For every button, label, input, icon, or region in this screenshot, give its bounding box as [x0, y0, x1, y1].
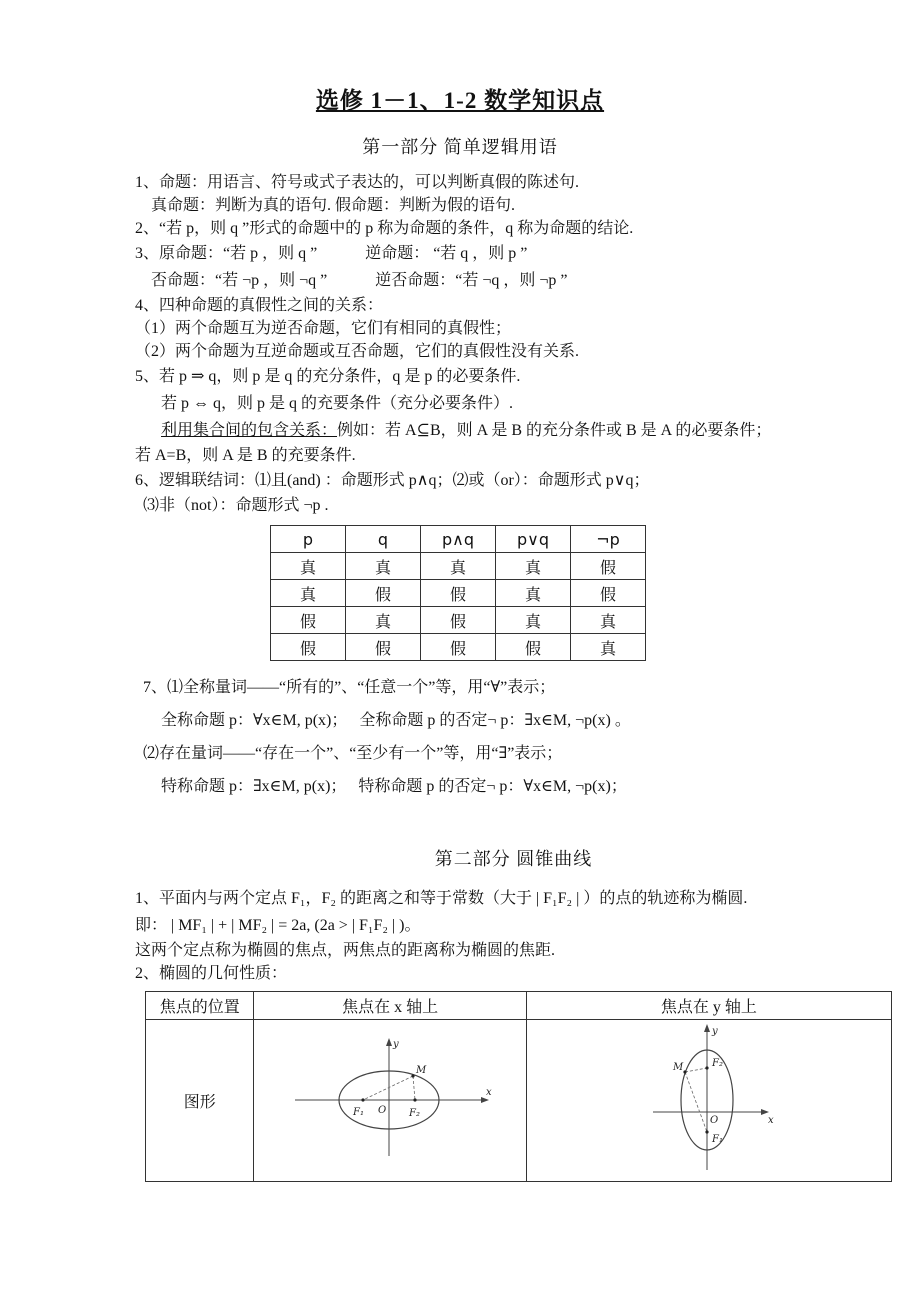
text-line: ⑵存在量词——“存在一个”、“至少有一个”等，用“∃”表示； — [143, 745, 563, 762]
section2-heading: 第二部分 圆锥曲线 — [434, 849, 593, 869]
truth-table-row — [271, 553, 646, 580]
page-title: 选修 1－1、1-2 数学知识点 — [315, 88, 605, 113]
m-point-label: M — [672, 1062, 684, 1073]
quantifier-section — [135, 671, 892, 803]
text-line: 5、若 p ⇒ q，则 p 是 q 的充分条件，q 是 p 的必要条件. — [135, 368, 521, 385]
text-line: 2、椭圆的几何性质： — [135, 965, 288, 982]
truth-table-header: p — [271, 526, 346, 553]
text-line: 1、平面内与两个定点 F₁，F₂ 的距离之和等于常数（大于 | F₁F₂ | ）的点的轨迹称为椭圆. — [135, 890, 748, 907]
truth-table-cell: 假 — [421, 580, 496, 607]
text-line: 3、原命题：“若 p ，则 q ” 逆命题： “若 q ，则 p ” — [135, 245, 528, 262]
truth-table-cell: 真 — [346, 607, 421, 634]
text-line: 若 p ⇔ q，则 p 是 q 的充要条件（充分必要条件）. — [161, 395, 514, 412]
f2-label: F₂ — [711, 1058, 723, 1069]
text-line: 真命题：判断为真的语句. 假命题：判断为假的语句. — [151, 197, 516, 214]
text-line: 否命题：“若 ¬p ，则 ¬q ” 逆否命题：“若 ¬q ，则 ¬p ” — [151, 272, 568, 289]
text-line: （1）两个命题互为逆否命题，它们有相同的真假性； — [135, 320, 512, 337]
document-body — [135, 171, 892, 1182]
truth-table-cell: 真 — [346, 553, 421, 580]
col-header-focus-y-axis: 焦点在 y 轴上 — [526, 992, 891, 1020]
truth-table-body — [271, 553, 646, 661]
underlined-phrase: 利用集合间的包含关系： — [161, 422, 338, 439]
truth-table-cell: 假 — [571, 553, 646, 580]
col-header-focus-position: 焦点的位置 — [146, 992, 254, 1020]
x-axis-label: x — [485, 1087, 492, 1098]
truth-table-cell: 真 — [496, 580, 571, 607]
truth-table-cell: 假 — [421, 634, 496, 661]
col-header-focus-x-axis: 焦点在 x 轴上 — [254, 992, 526, 1020]
text-line: 即： | MF₁ | + | MF₂ | = 2a, (2a > | F₁F₂ | )。 — [135, 917, 421, 934]
m-point-label: M — [415, 1065, 426, 1076]
y-axis-label: y — [711, 1026, 718, 1037]
text-line: 这两个定点称为椭圆的焦点，两焦点的距离称为椭圆的焦距. — [135, 942, 556, 959]
truth-table-header: ¬p — [571, 526, 646, 553]
text-line: 7、⑴全称量词——“所有的”、“任意一个”等，用“∀”表示； — [143, 679, 556, 696]
truth-table-cell: 假 — [496, 634, 571, 661]
text-line: 4、四种命题的真假性之间的关系： — [135, 297, 384, 314]
truth-table — [270, 525, 646, 661]
y-axis-arrow-icon — [704, 1024, 710, 1032]
truth-table-cell: 真 — [496, 553, 571, 580]
truth-table-header: p∨q — [496, 526, 571, 553]
figure-row — [146, 1020, 892, 1182]
text-line: 全称命题 p：∀x∈M, p(x)； 全称命题 p 的否定¬ p：∃x∈M, ¬p(x) 。 — [161, 712, 631, 729]
truth-table-cell: 真 — [496, 607, 571, 634]
truth-table-row — [271, 580, 646, 607]
ellipse-properties-table — [145, 991, 892, 1182]
x-axis-label: x — [767, 1115, 774, 1126]
text-line: 2、“若 p，则 q ”形式的命题中的 p 称为命题的条件，q 称为命题的结论. — [135, 220, 634, 237]
text-line: 1、命题：用语言、符号或式子表达的，可以判断真假的陈述句. — [135, 174, 580, 191]
text-line — [135, 417, 892, 444]
truth-table-cell: 真 — [571, 607, 646, 634]
truth-table-header: q — [346, 526, 421, 553]
text-line: （2）两个命题为互逆命题或互否命题，它们的真假性没有关系. — [135, 343, 580, 360]
origin-label: O — [377, 1105, 386, 1116]
truth-table-cell: 真 — [271, 580, 346, 607]
text-line: 特称命题 p：∃x∈M, p(x)； 特称命题 p 的否定¬ p：∀x∈M, ¬p(x)； — [161, 778, 627, 795]
text-line: 若 A=B，则 A 是 B 的充要条件. — [135, 447, 356, 464]
truth-table-cell: 假 — [271, 607, 346, 634]
ellipse-table-header-row — [146, 992, 892, 1020]
y-axis-label: y — [392, 1039, 399, 1050]
text-line: ⑶非（not）：命题形式 ¬p . — [143, 497, 329, 514]
origin-label: O — [709, 1115, 719, 1126]
truth-table-cell: 假 — [271, 634, 346, 661]
row-label-figure: 图形 — [146, 1020, 254, 1182]
truth-table-cell: 假 — [421, 607, 496, 634]
f1-label: F₁ — [352, 1107, 364, 1118]
text-line: 6、逻辑联结词：⑴且(and) ：命题形式 p∧q；⑵或（or）：命题形式 p∨q； — [135, 472, 650, 489]
truth-table-header-row — [271, 526, 646, 553]
truth-table-cell: 假 — [346, 580, 421, 607]
truth-table-cell: 假 — [571, 580, 646, 607]
y-axis-arrow-icon — [386, 1038, 392, 1046]
ellipse-vertical-figure — [639, 1022, 779, 1174]
section1-heading: 第一部分 简单逻辑用语 — [362, 137, 558, 157]
text-span: 例如：若 A⊆B，则 A 是 B 的充分条件或 B 是 A 的必要条件； — [337, 422, 772, 439]
f1-label: F₁ — [711, 1134, 723, 1145]
figure-cell-y-axis — [526, 1020, 891, 1182]
f2-label: F₂ — [408, 1108, 420, 1119]
ellipse-horizontal-figure — [283, 1034, 498, 1162]
truth-table-cell: 真 — [271, 553, 346, 580]
truth-table-row — [271, 634, 646, 661]
truth-table-cell: 真 — [571, 634, 646, 661]
figure-cell-x-axis — [254, 1020, 526, 1182]
truth-table-header: p∧q — [421, 526, 496, 553]
truth-table-row — [271, 607, 646, 634]
truth-table-cell: 真 — [421, 553, 496, 580]
truth-table-cell: 假 — [346, 634, 421, 661]
